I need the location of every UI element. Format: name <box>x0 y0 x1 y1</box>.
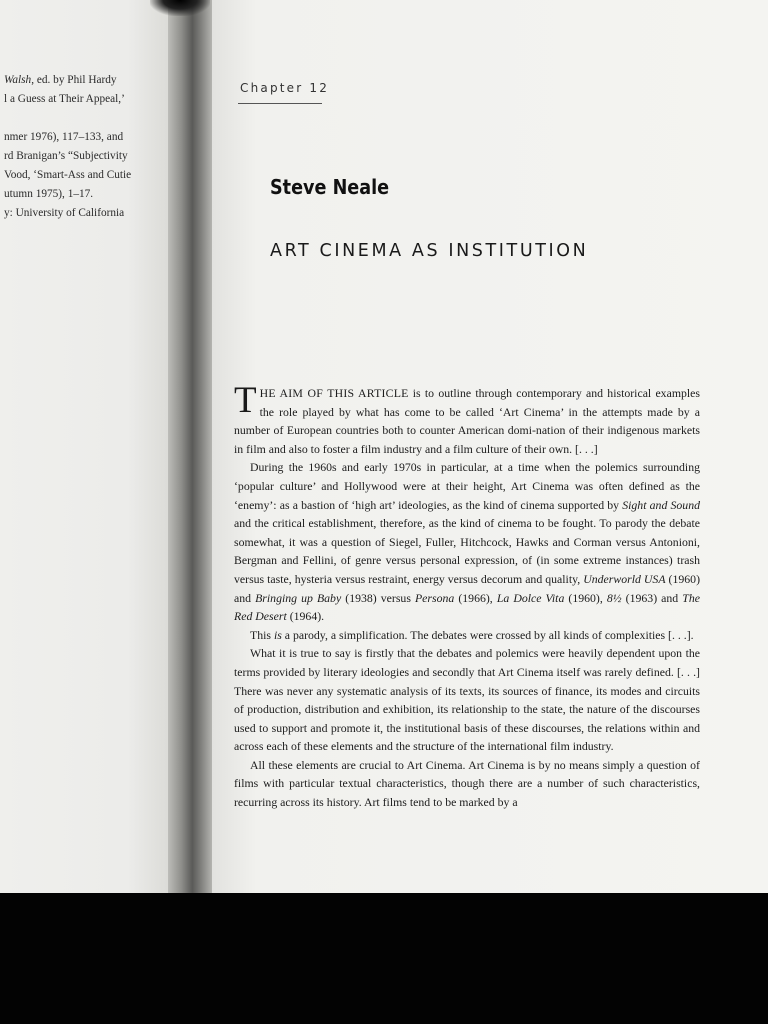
lead-in: HE AIM OF THIS ARTICLE <box>259 386 409 400</box>
paragraph: THE AIM OF THIS ARTICLE is to outline through contemporary and historical examples the role played by what has come to be called ‘Art Cinema’ in the attempts made by a number of European countries both to counter American domi-nation of their indigenous markets in film and also to foster a film industry and a film culture of their own. [. . .] <box>234 380 700 456</box>
author-name: Steve Neale <box>270 175 390 199</box>
paragraph: During the 1960s and early 1970s in particular, at a time when the polemics surrounding ‘popular culture’ and Hollywood were at their height, Art Cinema was often defined as the ‘enemy’: as a bastion of ‘high art’ ideologies, as the kind of cinema supported by Sight and Sound and the critical establishment, therefore, as the kind of cinema to be fought. To parody the debate somewhat, it was a question of Siegel, Fuller, Hitchcock, Hawks and Corman versus Antonioni, Bergman and Fellini, of genre versus personal expression, of (in some extreme instances) trash versus taste, hysteria versus restraint, energy versus decorum and quality, Underworld USA (1960) and Bringing up Baby (1938) versus Persona (1966), La Dolce Vita (1960), 8½ (1963) and The Red Desert (1964). <box>234 460 701 624</box>
right-page <box>212 0 768 893</box>
gutter-shadow <box>150 0 210 16</box>
left-page <box>0 0 182 893</box>
article-title: ART CINEMA AS INSTITUTION <box>270 241 589 261</box>
paragraph: All these elements are crucial to Art Cinema. Art Cinema is by no means simply a question of films with particular textual characteristics, though there are a number of such characteristics, recurring across its history. Art films tend to be marked by a <box>234 757 700 810</box>
paragraph: What it is true to say is firstly that the debates and polemics were heavily dependent upon the terms provided by literary ideologies and secondly that Art Cinema itself was rarely defined. [. . .] There was never any systematic analysis of its texts, its sources of finance, its modes and circuits of production, distribution and exhibition, its relationship to the state, the nature of the discourses used to support and promote it, the institutional basis of these discourses, the relations within and across each of these elements and the structure of the international film industry. <box>234 646 700 754</box>
left-page-notes <box>0 71 138 223</box>
note-line: rd Branigan’s “Subjectivity <box>4 150 128 162</box>
chapter-rule <box>238 103 322 104</box>
chapter-label: Chapter 12 <box>240 81 330 95</box>
note-line: y: University of California <box>4 207 125 219</box>
drop-cap: T <box>234 380 257 421</box>
article-body <box>234 380 701 812</box>
note-line <box>0 109 138 128</box>
paragraph: This is a parody, a simplification. The debates were crossed by all kinds of complexities [. . .]. <box>250 627 694 642</box>
scan-background <box>0 893 768 1024</box>
note-line: Walsh, ed. by Phil Hardy <box>4 74 117 86</box>
note-line: Vood, ‘Smart-Ass and Cutie <box>4 169 132 181</box>
note-line: l a Guess at Their Appeal,’ <box>4 93 125 105</box>
note-line: utumn 1975), 1–17. <box>4 188 94 200</box>
note-line: nmer 1976), 117–133, and <box>4 131 124 143</box>
